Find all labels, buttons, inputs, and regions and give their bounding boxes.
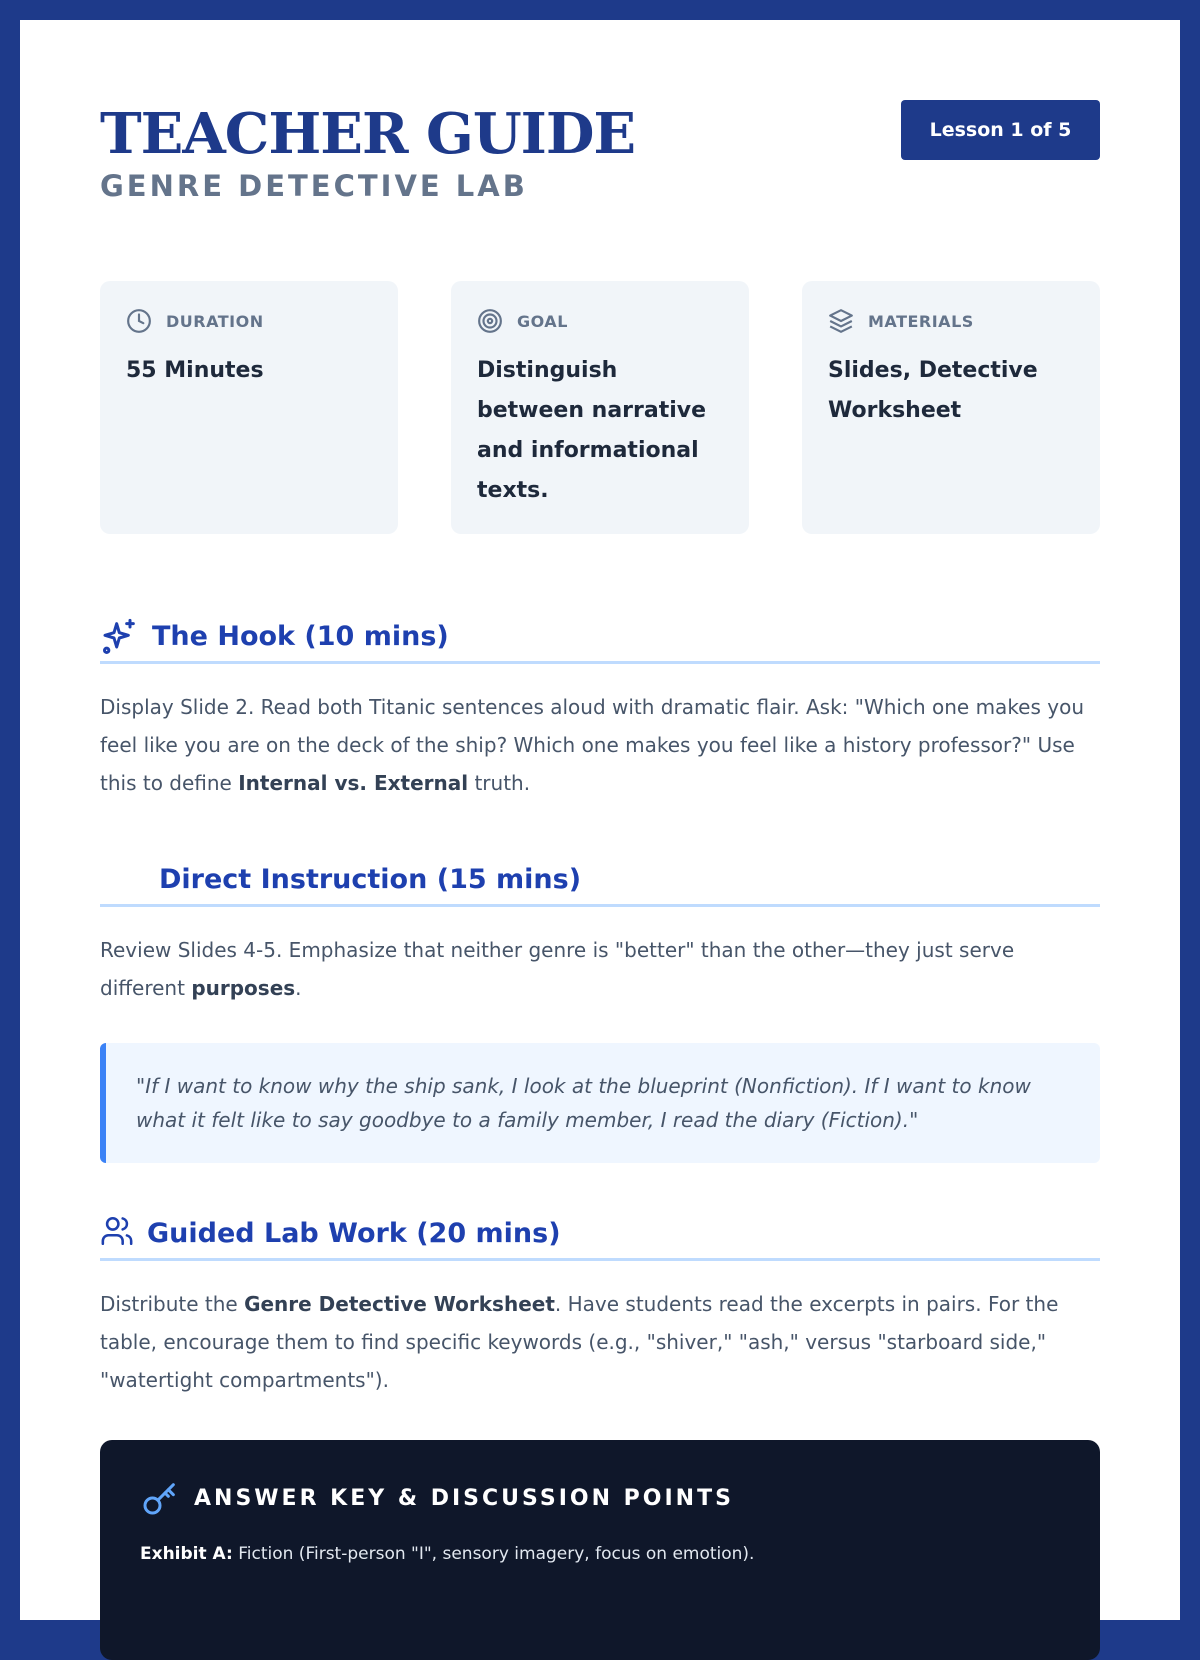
instruction-text xyxy=(100,931,1100,1007)
lab-text-part2: . Have students read the excerpts in pairs. For the table, encourage them to find specific keywords (e.g., "shiver," "ash," versus "starboard side," "watertight compartments"). xyxy=(100,1292,1059,1392)
answer-item-label: Exhibit A: xyxy=(140,1544,233,1564)
key-icon xyxy=(140,1478,180,1518)
duration-label: DURATION xyxy=(166,311,264,331)
hook-text xyxy=(100,688,1100,802)
pull-quote: "If I want to know why the ship sank, I look at the blueprint (Nonfiction). If I want to know what it felt like to say goodbye to a family member, I read the diary (Fiction)." xyxy=(100,1043,1100,1163)
answer-item-text: Fiction (First-person "I", sensory imagery, focus on emotion). xyxy=(232,1544,755,1564)
goal-value: Distinguish between narrative and informational texts. xyxy=(477,358,707,503)
users-icon xyxy=(100,1214,135,1254)
page-subtitle: GENRE DETECTIVE LAB xyxy=(100,169,528,203)
duration-card xyxy=(100,281,398,534)
hook-text-part1: Display Slide 2. Read both Titanic sentences aloud with dramatic flair. Ask: "Which one makes you feel like you are on the deck of the ship? Which one makes you feel like a history professor?" Use this to define xyxy=(100,695,1085,795)
target-icon xyxy=(477,308,503,334)
guide-content xyxy=(100,20,1100,1564)
instruction-text-bold: purposes xyxy=(191,976,296,1000)
lab-text-part1: Distribute the xyxy=(100,1292,245,1316)
page-title: TEACHER GUIDE xyxy=(100,101,636,167)
materials-card xyxy=(802,281,1100,534)
clock-icon xyxy=(126,308,152,334)
instruction-text-part2: . xyxy=(295,976,302,1000)
lab-heading xyxy=(100,1209,1100,1261)
goal-label: GOAL xyxy=(517,311,568,331)
materials-label-row xyxy=(828,307,1074,335)
hook-title: The Hook (10 mins) xyxy=(152,621,449,652)
hook-section xyxy=(100,612,1100,802)
duration-value: 55 Minutes xyxy=(126,358,264,383)
goal-label-row xyxy=(477,307,723,335)
instruction-title: Direct Instruction (15 mins) xyxy=(159,864,582,895)
lab-title: Guided Lab Work (20 mins) xyxy=(147,1218,561,1249)
instruction-heading xyxy=(100,855,1100,907)
lab-section xyxy=(100,1209,1100,1399)
hook-text-part2: truth. xyxy=(468,771,531,795)
instruction-section xyxy=(100,855,1100,1007)
lab-text-bold: Genre Detective Worksheet xyxy=(244,1292,555,1316)
goal-card xyxy=(451,281,749,534)
page xyxy=(20,20,1180,1620)
instruction-text-part1: Review Slides 4-5. Emphasize that neither genre is "better" than the other—they just serve different xyxy=(100,938,1015,1000)
materials-value: Slides, Detective Worksheet xyxy=(828,358,1038,423)
hook-text-bold: Internal vs. External xyxy=(238,771,469,795)
info-cards xyxy=(100,281,1100,534)
answer-item xyxy=(140,1540,1060,1568)
duration-label-row xyxy=(126,307,372,335)
answer-key-heading xyxy=(140,1478,1060,1518)
answer-key-panel xyxy=(100,1440,1100,1660)
blank-icon xyxy=(100,860,147,900)
layers-icon xyxy=(828,308,854,334)
lab-text xyxy=(100,1285,1100,1399)
header xyxy=(100,20,1100,240)
answer-key-title: ANSWER KEY & DISCUSSION POINTS xyxy=(194,1485,734,1511)
lesson-badge: Lesson 1 of 5 xyxy=(901,100,1100,160)
materials-label: MATERIALS xyxy=(868,311,974,331)
sparkles-icon xyxy=(100,617,140,657)
hook-heading xyxy=(100,612,1100,664)
